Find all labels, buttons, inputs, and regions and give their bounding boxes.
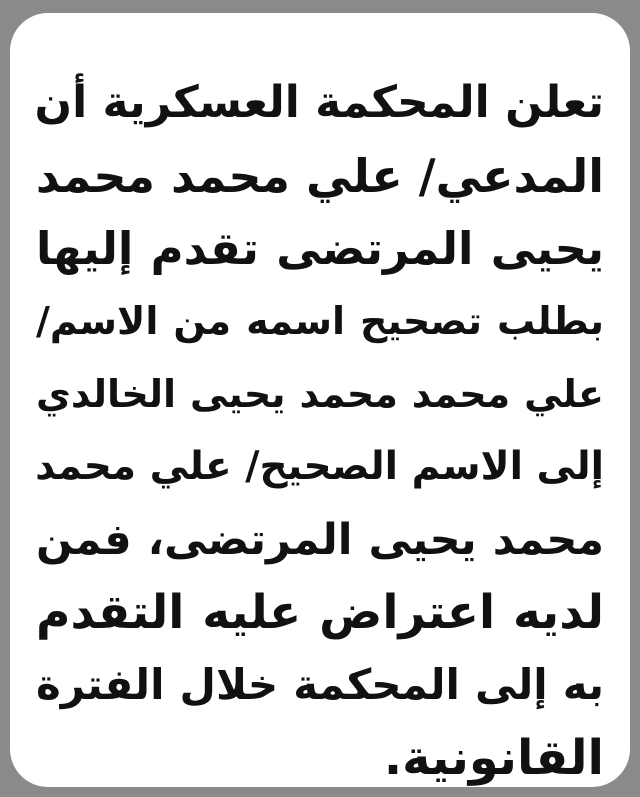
notice-line-4: بطلب تصحيح اسمه من الاسم/: [36, 299, 604, 344]
notice-line-1: تعلن المحكمة العسكرية أن: [34, 77, 604, 128]
notice-line-7: محمد يحيى المرتضى، فمن: [36, 514, 604, 565]
notice-line-6: إلى الاسم الصحيح/ علي محمد: [35, 443, 604, 489]
notice-line-8: لديه اعتراض عليه التقدم: [36, 584, 604, 640]
notice-line-2: المدعي/ علي محمد محمد: [35, 148, 604, 203]
notice-line-5: علي محمد محمد يحيى الخالدي: [36, 372, 604, 417]
notice-line-10: القانونية.: [383, 730, 604, 787]
notice-line-3: يحيى المرتضى تقدم إليها: [36, 221, 604, 275]
notice-line-9: به إلى المحكمة خلال الفترة: [36, 660, 604, 710]
notice-card: [10, 13, 630, 787]
